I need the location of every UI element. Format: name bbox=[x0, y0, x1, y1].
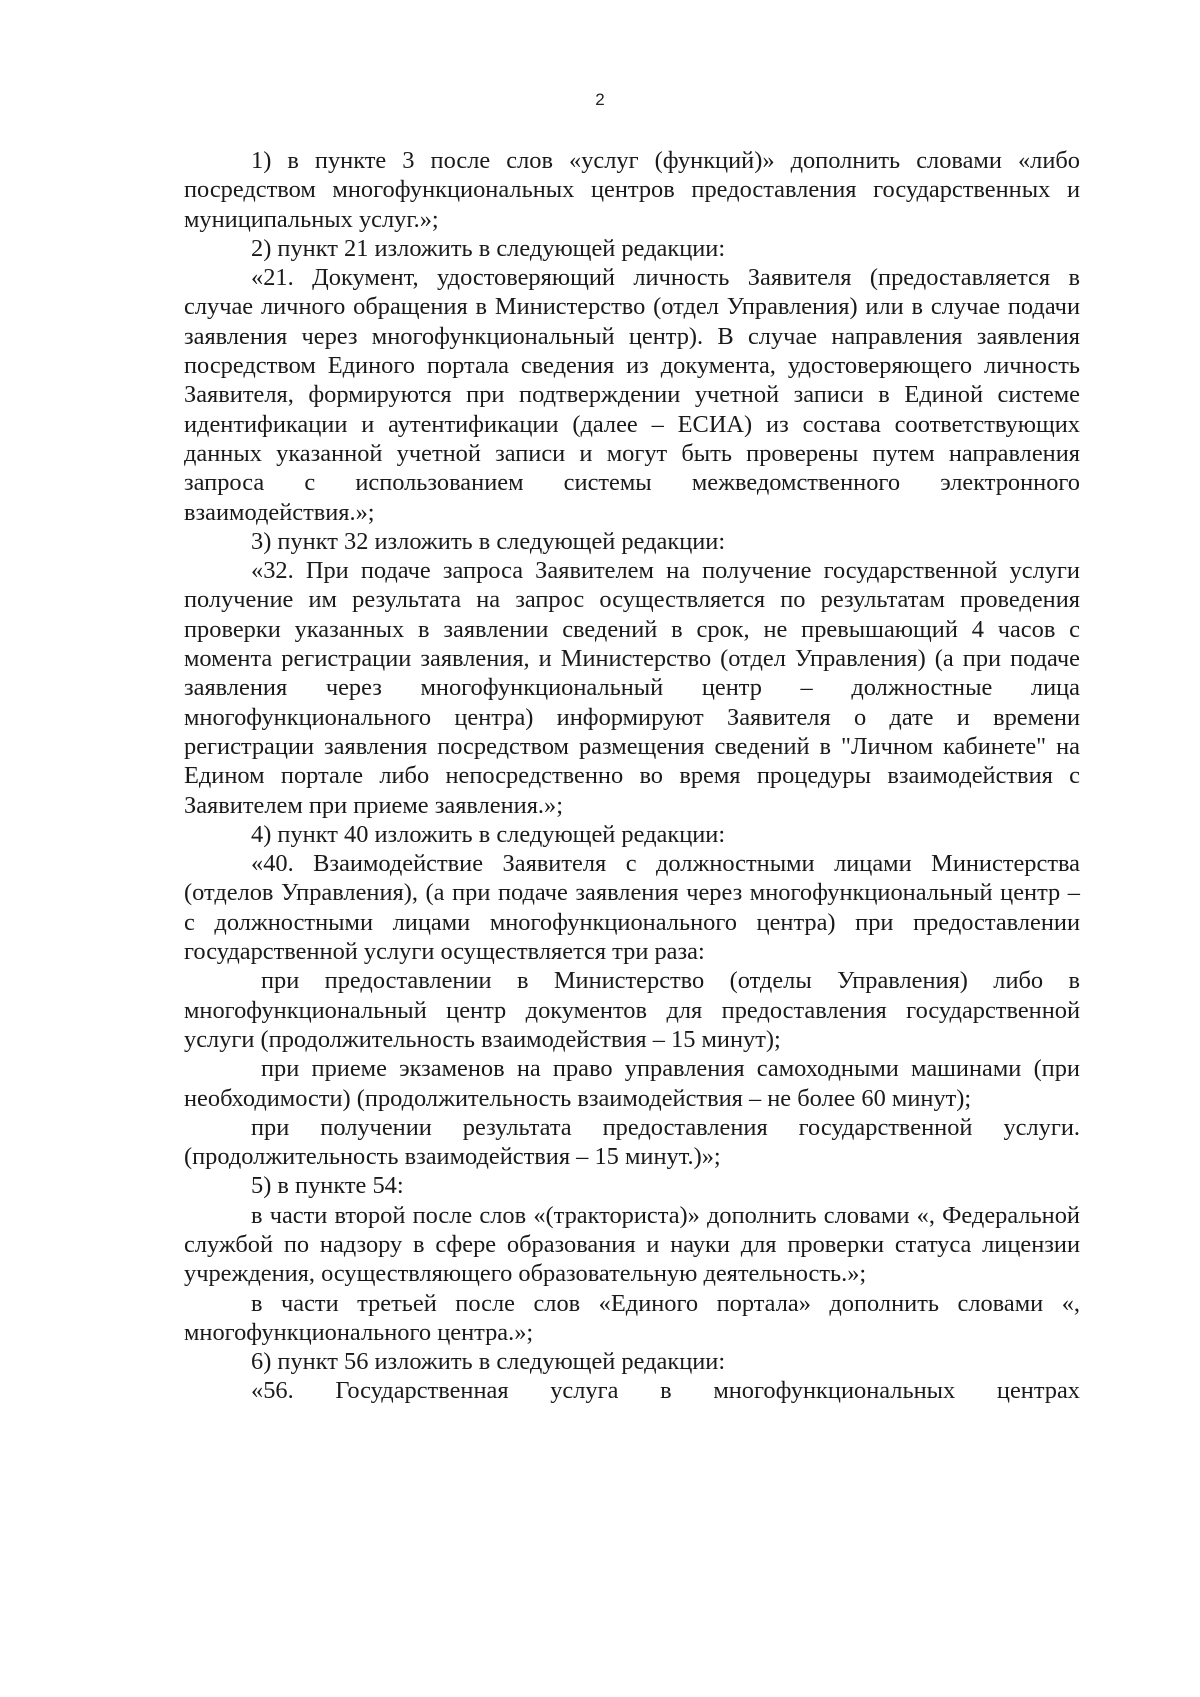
page-number: 2 bbox=[595, 90, 605, 109]
paragraph-item-3-heading: 3) пункт 32 изложить в следующей редакции: bbox=[251, 527, 726, 555]
paragraph-item-5-part-3: в части третьей после слов «Единого портала» дополнить словами «, многофункционального центра.»; bbox=[184, 1289, 1080, 1346]
paragraph-item-2-heading: 2) пункт 21 изложить в следующей редакции: bbox=[251, 234, 726, 262]
paragraph-item-1: 1) в пункте 3 после слов «услуг (функций)» дополнить словами «либо посредством многофункциональных центров предоставления государственных и муниципальных услуг.»; bbox=[184, 147, 1080, 233]
paragraph-clause-40-case-1: при предоставлении в Министерство (отделы Управления) либо в многофункциональный центр документов для предоставления государственной услуги (продолжительность взаимодействия – 15 минут); bbox=[184, 967, 1080, 1053]
document-body bbox=[184, 146, 1080, 1406]
paragraph-item-4-heading: 4) пункт 40 изложить в следующей редакции: bbox=[251, 820, 726, 848]
paragraph-clause-32: «32. При подаче запроса Заявителем на получение государственной услуги получение им результата на запрос осуществляется по результатам проведения проверки указанных в заявлении сведений в срок, не превышающий 4 часов с момента регистрации заявления, и Министерство (отдел Управления) (а при подаче заявления через многофункциональный центр – должностные лица многофункционального центра) информируют Заявителя о дате и времени регистрации заявления посредством размещения сведений в "Личном кабинете" на Едином портале либо непосредственно во время процедуры взаимодействия с Заявителем при приеме заявления.»; bbox=[184, 557, 1080, 819]
paragraph-clause-40-case-3: при получении результата предоставления государственной услуги. (продолжительность взаимодействия – 15 минут.)»; bbox=[184, 1113, 1080, 1171]
paragraph-item-5-part-2: в части второй после слов «(тракториста)» дополнить словами «, Федеральной службой по надзору в сфере образования и науки для проверки статуса лицензии учреждения, осуществляющего образовательную деятельность.»; bbox=[184, 1201, 1080, 1288]
paragraph-clause-21: «21. Документ, удостоверяющий личность Заявителя (предоставляется в случае личного обращения в Министерство (отдел Управления) или в случае подачи заявления через многофункциональный центр). В случае направления заявления посредством Единого портала сведения из документа, удостоверяющего личность Заявителя, формируются при подтверждении учетной записи в Единой системе идентификации и аутентификации (далее – ЕСИА) из состава соответствующих данных указанной учетной записи и могут быть проверены путем направления запроса с использованием системы межведомственного электронного взаимодействия.»; bbox=[184, 264, 1080, 526]
paragraph-item-5-heading: 5) в пункте 54: bbox=[251, 1172, 404, 1200]
paragraph-item-6-heading: 6) пункт 56 изложить в следующей редакции: bbox=[251, 1348, 726, 1376]
paragraph-clause-40-case-2: при приеме экзаменов на право управления самоходными машинами (при необходимости) (продолжительность взаимодействия – не более 60 минут); bbox=[184, 1055, 1080, 1112]
paragraph-clause-56-start: «56. Государственная услуга в многофункциональных центрах bbox=[251, 1377, 1080, 1405]
paragraph-clause-40: «40. Взаимодействие Заявителя с должностными лицами Министерства (отделов Управления), (а при подаче заявления через многофункциональный центр – с должностными лицами многофункционального центра) при предоставлении государственной услуги осуществляется три раза: bbox=[184, 850, 1080, 966]
